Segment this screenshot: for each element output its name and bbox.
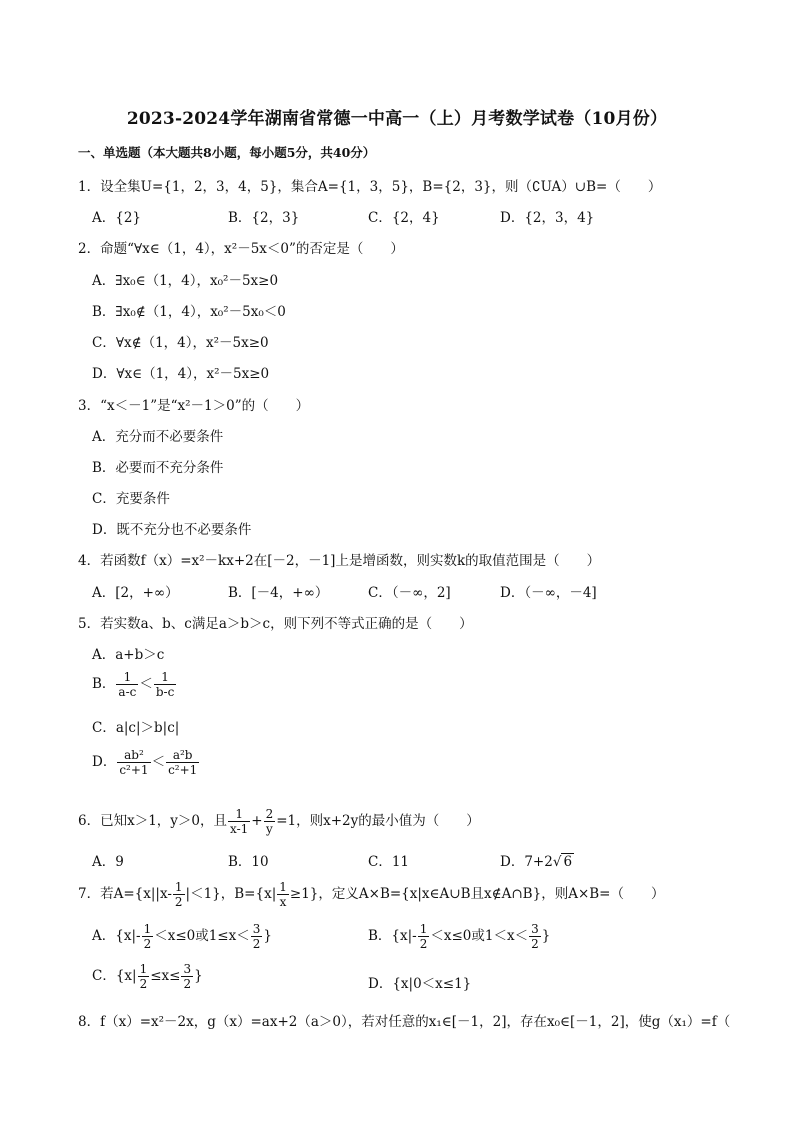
denominator: 2 <box>139 977 148 991</box>
q5-option-d-prefix: D． <box>92 754 117 770</box>
denominator: b-c <box>155 685 175 699</box>
fraction <box>166 748 199 777</box>
question-8: 8．f（x）=x²－2x，g（x）=ax+2（a＞0），若对任意的x₁∈[－1，2]，存在x₀∈[－1，2]，使g（x₁）=f（ <box>78 1014 731 1030</box>
q3-option-a: A．充分而不必要条件 <box>92 429 224 445</box>
fraction <box>142 922 154 951</box>
numerator: 1 <box>139 962 148 976</box>
fraction <box>251 922 263 951</box>
q4-option-b: B．[－4，+∞） <box>228 585 329 601</box>
q4-option-c: C．（－∞，2] <box>368 585 451 601</box>
fraction <box>116 670 138 699</box>
q7-b-post: } <box>541 928 551 944</box>
denominator: x <box>279 895 287 909</box>
q7-stem-post: ≥1}，定义A×B={x|x∈A∪B且x∉A∩B}，则A×B=（ ） <box>289 886 665 902</box>
q7-option-b <box>368 922 550 951</box>
q1-option-c: C．{2，4} <box>368 210 440 226</box>
q7-stem-mid: |＜1}，B={x| <box>185 886 277 902</box>
numerator: 1 <box>154 670 176 685</box>
q2-option-a: A．∃x₀∈（1，4），x₀²－5x≥0 <box>92 273 279 289</box>
numerator: 1 <box>174 880 183 894</box>
numerator: 3 <box>183 962 192 976</box>
fraction <box>173 880 185 909</box>
q1-option-b: B．{2，3} <box>228 210 300 226</box>
fraction <box>277 880 289 909</box>
q6-option-d-text: D．7+2 <box>500 854 553 870</box>
fraction <box>529 922 541 951</box>
numerator: ab² <box>117 748 150 763</box>
q3-option-b: B．必要而不充分条件 <box>92 460 224 476</box>
numerator: 1 <box>116 670 138 685</box>
q1-option-d: D．{2，3，4} <box>500 210 595 226</box>
q5-option-b <box>92 670 177 699</box>
q7-option-c <box>92 962 203 991</box>
relation: ＜ <box>139 676 153 692</box>
fraction <box>418 922 430 951</box>
sqrt-symbol: √ <box>552 854 562 870</box>
q7-c-post: } <box>194 968 203 984</box>
denominator: a-c <box>118 685 137 699</box>
numerator: 1 <box>419 922 428 936</box>
fraction <box>117 748 150 777</box>
question-1: 1．设全集U={1，2，3，4，5}，集合A={1，3，5}，B={2，3}，则（∁UA）∪B=（ ） <box>78 179 662 195</box>
denominator: 2 <box>143 937 152 951</box>
denominator: c²+1 <box>168 763 198 777</box>
question-2: 2．命题“∀x∈（1，4），x²－5x＜0”的否定是（ ） <box>78 241 404 257</box>
q1-option-a: A．{2} <box>92 210 142 226</box>
q2-option-d: D．∀x∈（1，4），x²－5x≥0 <box>92 366 270 382</box>
sqrt-radicand: 6 <box>563 854 573 870</box>
q7-c-mid: ≤x≤ <box>150 968 181 984</box>
denominator: c²+1 <box>119 763 149 777</box>
q7-c-pre: C．{x| <box>92 968 137 984</box>
q7-stem-pre: 7．若A={x||x- <box>78 886 172 902</box>
denominator: 2 <box>252 937 261 951</box>
q2-option-c: C．∀x∉（1，4），x²－5x≥0 <box>92 335 269 351</box>
question-7 <box>78 880 664 909</box>
q5-option-b-prefix: B． <box>92 676 116 692</box>
q5-option-d <box>92 748 200 777</box>
denominator: 2 <box>183 977 192 991</box>
q7-b-mid: ＜x≤0或1＜x＜ <box>430 928 529 944</box>
q3-option-c: C．充要条件 <box>92 491 170 507</box>
numerator: 1 <box>143 922 152 936</box>
q2-option-b: B．∃x₀∉（1，4），x₀²－5x₀＜0 <box>92 304 286 320</box>
q7-option-a <box>92 922 272 951</box>
denominator: 2 <box>174 895 183 909</box>
question-3: 3．“x＜－1”是“x²－1＞0”的（ ） <box>78 398 310 414</box>
q4-option-d: D．（－∞，－4] <box>500 585 597 601</box>
q6-option-a: A．9 <box>92 854 124 870</box>
numerator: a²b <box>166 748 199 763</box>
fraction <box>138 962 150 991</box>
denominator: 2 <box>419 937 428 951</box>
q7-option-d: D．{x|0＜x≤1} <box>368 976 472 992</box>
numerator: 1 <box>279 880 287 894</box>
q6-stem-pre: 6．已知x＞1，y＞0，且 <box>78 813 228 829</box>
fraction <box>181 962 193 991</box>
q7-a-mid: ＜x≤0或1≤x＜ <box>154 928 250 944</box>
denominator: x-1 <box>230 822 249 836</box>
q6-option-b: B．10 <box>228 854 269 870</box>
q3-option-d: D．既不充分也不必要条件 <box>92 522 252 538</box>
numerator: 3 <box>531 922 539 936</box>
section-heading: 一、单选题（本大题共8小题，每小题5分，共40分） <box>78 145 376 160</box>
fraction <box>264 807 276 836</box>
fraction <box>228 807 250 836</box>
numerator: 3 <box>252 922 261 936</box>
question-5: 5．若实数a、b、c满足a＞b＞c，则下列不等式正确的是（ ） <box>78 616 473 632</box>
question-6 <box>78 807 480 836</box>
q5-option-c: C．a|c|＞b|c| <box>92 720 180 736</box>
q6-stem-post: =1，则x+2y的最小值为（ ） <box>276 813 480 829</box>
numerator: 1 <box>228 807 250 822</box>
q7-b-pre: B．{x|- <box>368 928 417 944</box>
q7-a-post: } <box>263 928 272 944</box>
q4-option-a: A．[2，+∞） <box>92 585 179 601</box>
denominator: y <box>266 822 273 836</box>
denominator: 2 <box>531 937 539 951</box>
plus-sign: + <box>251 813 263 829</box>
q6-option-d <box>500 850 574 870</box>
q5-option-a: A．a+b＞c <box>92 647 165 663</box>
q7-a-pre: A．{x|- <box>92 928 141 944</box>
fraction <box>154 670 176 699</box>
numerator: 2 <box>265 807 274 821</box>
q6-option-c: C．11 <box>368 854 410 870</box>
relation: ＜ <box>151 754 166 770</box>
question-4: 4．若函数f（x）=x²－kx+2在[－2，－1]上是增函数，则实数k的取值范围是（ ） <box>78 553 601 569</box>
exam-title: 2023-2024学年湖南省常德一中高一（上）月考数学试卷（10月份） <box>126 109 668 129</box>
